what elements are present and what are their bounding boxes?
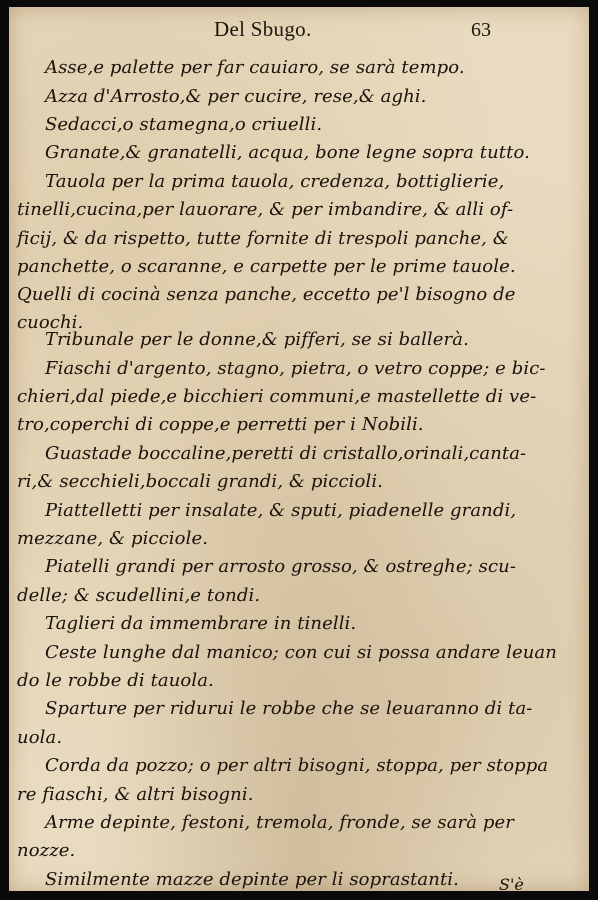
text-line: ri,& secchieli,boccali grandi, & piccioli. [17, 471, 383, 492]
text-line: nozze. [17, 840, 76, 861]
text-line: uola. [17, 727, 63, 748]
text-line: do le robbe di tauola. [17, 670, 214, 691]
book-page [9, 7, 589, 891]
text-line: panchette, o scaranne, e carpette per le prime tauole. [17, 256, 516, 277]
text-line: Taglieri da immembrare in tinelli. [45, 613, 357, 634]
text-line: Sparture per ridurui le robbe che se leuaranno di ta- [45, 698, 533, 719]
text-line: tinelli,cucina,per lauorare, & per imbandire, & alli of- [17, 199, 514, 220]
text-line: Piatelli grandi per arrosto grosso, & ostreghe; scu- [45, 556, 517, 577]
text-line: Sedacci,o stamegna,o criuelli. [45, 114, 323, 135]
text-line: mezzane, & picciole. [17, 528, 209, 549]
text-line: cuochi. [17, 312, 84, 333]
text-line: ficij, & da rispetto, tutte fornite di trespoli panche, & [17, 228, 509, 249]
text-line: chieri,dal piede,e bicchieri communi,e mastellette di ve- [17, 386, 537, 407]
text-line: tro,coperchi di coppe,e perretti per i Nobili. [17, 414, 424, 435]
text-line: Tauola per la prima tauola, credenza, bottiglierie, [45, 171, 505, 192]
running-head-title: Del Sbugo. [214, 17, 312, 41]
text-line: delle; & scudellini,e tondi. [17, 585, 261, 606]
text-line: Similmente mazze depinte per li soprastanti. [45, 869, 459, 890]
text-line: Guastade boccaline,peretti di cristallo,orinali,canta- [45, 443, 527, 464]
text-line: Fiaschi d'argento, stagno, pietra, o vetro coppe; e bic- [45, 358, 546, 379]
text-line: Quelli di cocinà senza panche, eccetto pe'l bisogno de [17, 284, 516, 305]
text-line: Arme depinte, festoni, tremola, fronde, se sarà per [45, 812, 514, 833]
text-line: Tribunale per le donne,& pifferi, se si ballerà. [45, 329, 469, 350]
page-number: 63 [471, 19, 491, 41]
text-line: Piattelletti per insalate, & sputi, piadenelle grandi, [45, 500, 517, 521]
text-line: re fiaschi, & altri bisogni. [17, 784, 254, 805]
text-line: Azza d'Arrosto,& per cucire, rese,& aghi. [45, 86, 427, 107]
text-line: Corda da pozzo; o per altri bisogni, stoppa, per stoppa [45, 755, 549, 776]
text-line: Ceste lunghe dal manico; con cui si possa andare leuan [45, 642, 557, 663]
text-line: Granate,& granatelli, acqua, bone legne sopra tutto. [45, 142, 530, 163]
text-line: Asse,e palette per far cauiaro, se sarà tempo. [45, 57, 465, 78]
running-head [9, 17, 589, 47]
catchword: S'è [499, 875, 524, 891]
